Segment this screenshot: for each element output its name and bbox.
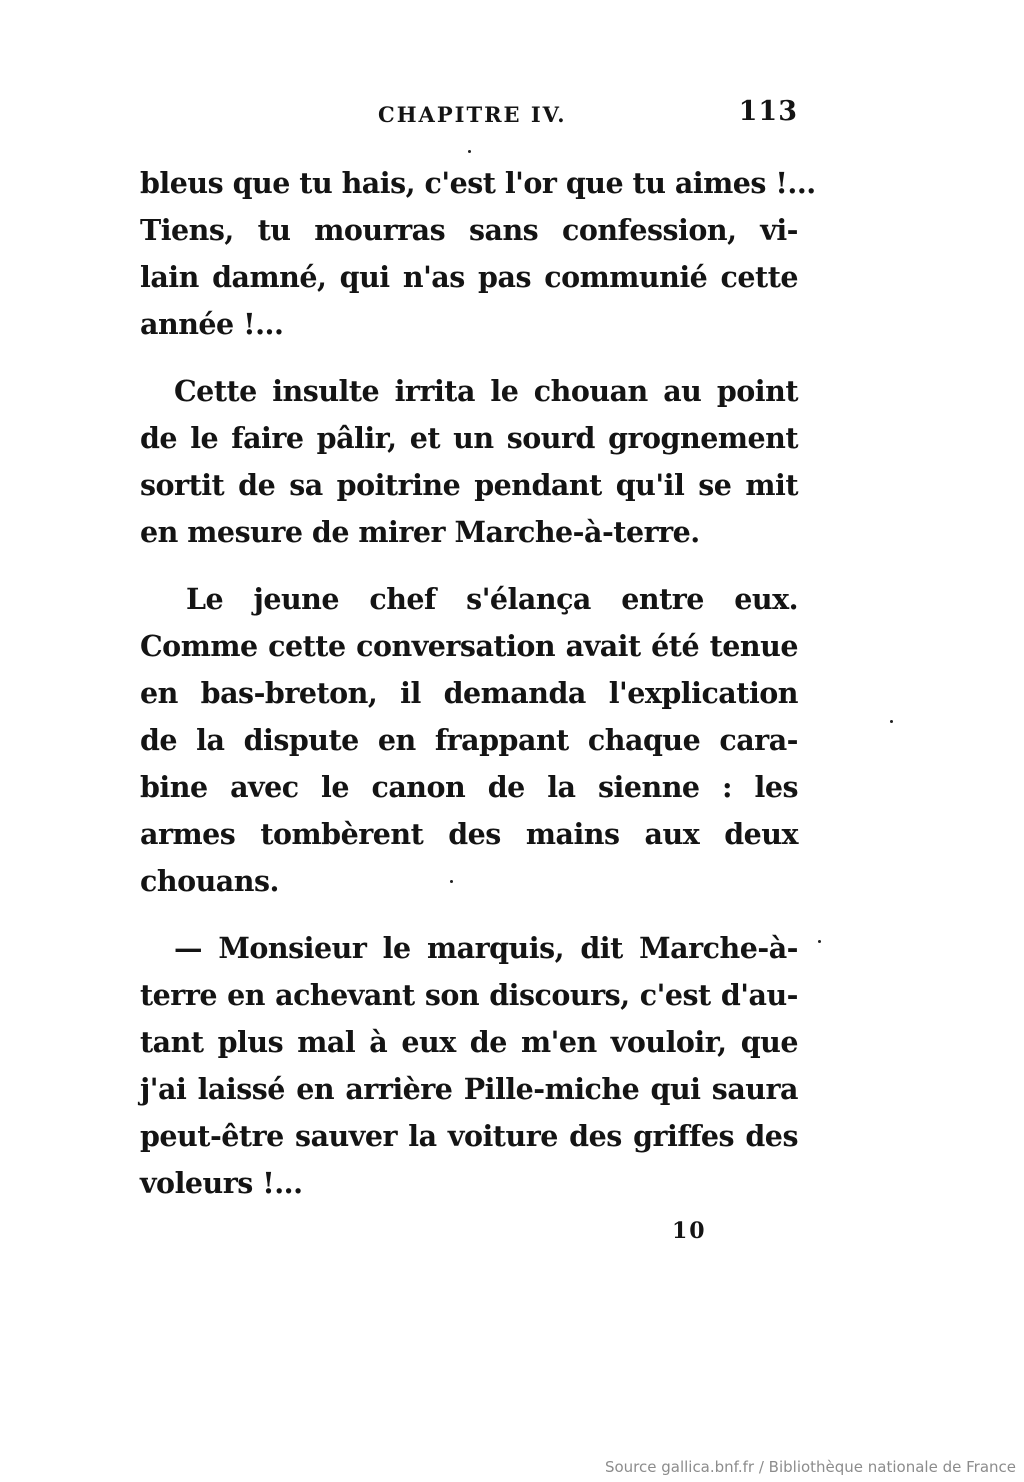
text-line: tant plus mal à eux de m'en vouloir, que [140,1025,798,1059]
text-line: sortit de sa poitrine pendant qu'il se mit [140,468,798,502]
ink-speck [818,940,821,943]
text-line: Comme cette conversation avait été tenue [140,629,798,663]
ink-speck [468,150,471,153]
source-credit: Source gallica.bnf.fr / Bibliothèque nationale de France [604,1458,1016,1476]
text-line: chouans. [140,864,279,898]
text-line: Le jeune chef s'élança entre eux. [186,582,798,616]
text-line: peut-être sauver la voiture des griffes des [140,1119,798,1153]
paragraph-4 [140,925,798,1207]
running-head [140,96,798,136]
paragraph-2 [140,368,798,556]
text-line: en mesure de mirer Marche-à-terre. [140,515,700,549]
text-line: bleus que tu hais, c'est l'or que tu aimes !... [140,166,816,200]
text-line: bine avec le canon de la sienne : les [140,770,798,804]
text-line: terre en achevant son discours, c'est d'au- [140,978,798,1012]
text-line: Tiens, tu mourras sans confession, vi- [140,213,798,247]
text-line: Cette insulte irrita le chouan au point [174,374,798,408]
text-line: j'ai laissé en arrière Pille-miche qui saura [140,1072,798,1106]
ink-speck [890,720,893,723]
ink-speck [450,880,453,883]
text-line: en bas-breton, il demanda l'explication [140,676,798,710]
text-line: de le faire pâlir, et un sourd grognement [140,421,798,455]
text-line: année !... [140,307,284,341]
chapter-title: CHAPITRE IV. [378,102,567,127]
paragraph-3 [140,576,798,905]
text-line: de la dispute en frappant chaque cara- [140,723,798,757]
signature-mark: 10 [672,1218,707,1244]
text-line: — Monsieur le marquis, dit Marche-à- [174,931,798,965]
text-line: armes tombèrent des mains aux deux [140,817,798,851]
text-line: lain damné, qui n'as pas communié cette [140,260,798,294]
text-line: voleurs !... [140,1166,303,1200]
body-text [140,160,816,1227]
paragraph-1 [140,160,816,348]
page-number: 113 [738,96,798,127]
